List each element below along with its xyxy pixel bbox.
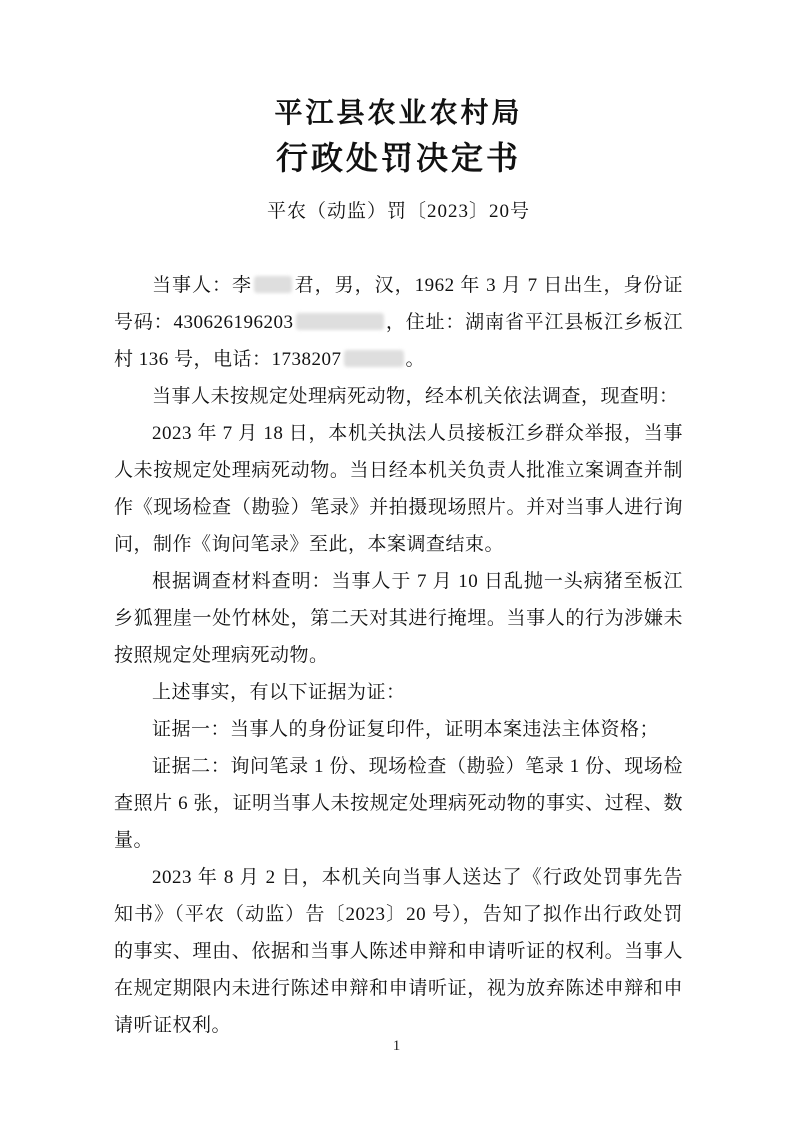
- paragraph-text: 君，男，汉，1962 年 3 月 7 日出生，身份证号码：430626196203: [114, 274, 683, 333]
- redaction-mark: [296, 313, 384, 330]
- redaction-mark: [344, 350, 404, 367]
- paragraph-text: 证据二：询问笔录 1 份、现场检查（勘验）笔录 1 份、现场检查照片 6 张，证明当事人未按规定处理病死动物的事实、过程、数量。: [114, 755, 683, 851]
- paragraph-text: 。: [405, 348, 426, 370]
- page-number: 1: [392, 1038, 401, 1054]
- paragraph: [114, 267, 683, 378]
- redaction-mark: [254, 276, 292, 293]
- paragraph-text: 证据一：当事人的身份证复印件，证明本案违法主体资格；: [152, 718, 660, 740]
- paragraph: [114, 859, 683, 1044]
- paragraph: [114, 378, 683, 415]
- paragraph-text: 2023 年 7 月 18 日，本机关执法人员接板江乡群众举报，当事人未按规定处理病死动物。当日经本机关负责人批准立案调查并制作《现场检查（勘验）笔录》并拍摄现场照片。并对当事人进行询问，制作《询问笔录》至此，本案调查结束。: [114, 422, 683, 555]
- document-title: 平江县农业农村局: [274, 98, 523, 129]
- paragraph: [114, 748, 683, 859]
- paragraph-text: 上述事实，有以下证据为证：: [152, 681, 406, 703]
- document-body: [114, 267, 683, 1044]
- paragraph-text: 当事人未按规定处理病死动物，经本机关依法调查，现查明：: [152, 385, 679, 407]
- paragraph: [114, 711, 683, 748]
- paragraph: [114, 563, 683, 674]
- paragraph-text: 2023 年 8 月 2 日，本机关向当事人送达了《行政处罚事先告知书》（平农（动监）告〔2023〕20 号），告知了拟作出行政处罚的事实、理由、依据和当事人陈述申辩和申请听证的权利。当事人在规定期限内未进行陈述申辩和申请听证，视为放弃陈述申辩和申请听证权利。: [114, 866, 683, 1036]
- paragraph: [114, 674, 683, 711]
- paragraph: [114, 415, 683, 563]
- paragraph-text: ，住址：湖南省平江县板江乡板江村 136 号，电话：1738207: [114, 311, 683, 370]
- document-subtitle: 行政处罚决定书: [275, 140, 521, 177]
- document-number: 平农（动监）罚〔2023〕20号: [266, 200, 530, 222]
- paragraph-text: 根据调查材料查明：当事人于 7 月 10 日乱抛一头病猪至板江乡狐狸崖一处竹林处，第二天对其进行掩埋。当事人的行为涉嫌未按照规定处理病死动物。: [114, 570, 683, 666]
- paragraph-text: 当事人：李: [152, 274, 253, 296]
